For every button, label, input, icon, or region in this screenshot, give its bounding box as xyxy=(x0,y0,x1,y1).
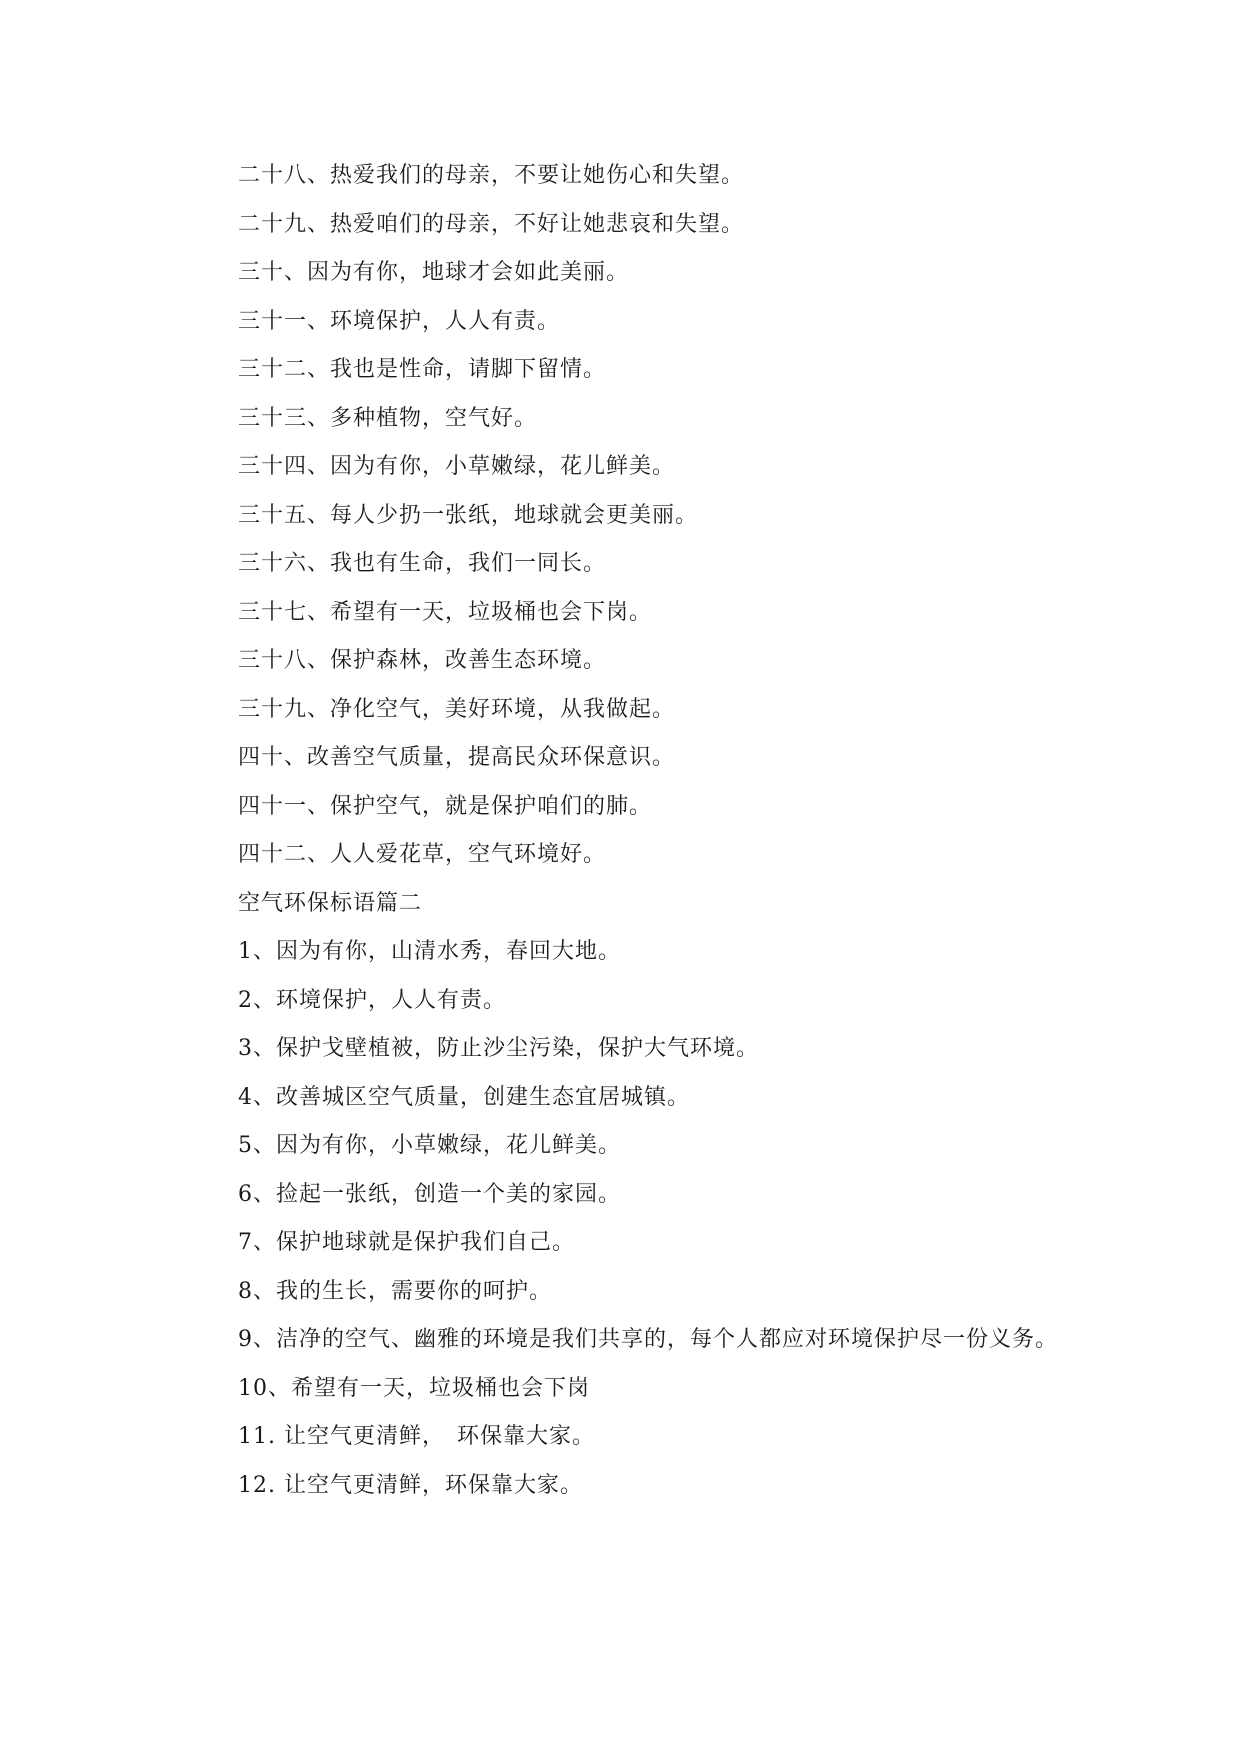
slogan-line: 12. 让空气更清鲜，环保靠大家。 xyxy=(238,1472,583,1498)
slogan-line: 四十二、人人爱花草，空气环境好。 xyxy=(238,842,607,867)
slogan-line: 三十六、我也有生命，我们一同长。 xyxy=(238,551,607,576)
slogan-line: 四十、改善空气质量，提高民众环保意识。 xyxy=(238,745,676,770)
slogan-line: 三十八、保护森林，改善生态环境。 xyxy=(238,648,607,673)
section-heading: 空气环保标语篇二 xyxy=(238,890,423,916)
slogan-line: 2、环境保护，人人有责。 xyxy=(238,987,506,1013)
slogan-line: 6、捡起一张纸，创造一个美的家园。 xyxy=(238,1181,621,1207)
slogan-line: 1、因为有你，山清水秀，春回大地。 xyxy=(238,939,621,964)
slogan-line: 三十七、希望有一天，垃圾桶也会下岗。 xyxy=(238,599,653,625)
slogan-line: 5、因为有你，小草嫩绿，花儿鲜美。 xyxy=(238,1133,621,1158)
document-body xyxy=(190,152,1070,1510)
slogan-line: 10、希望有一天，垃圾桶也会下岗 xyxy=(238,1375,590,1401)
slogan-paragraph: 9、洁净的空气、幽雅的环境是我们共享的，每个人都应对环境保护尽一份义务。 xyxy=(238,1327,1058,1352)
slogan-line: 7、保护地球就是保护我们自己。 xyxy=(238,1230,575,1255)
slogan-line: 三十一、环境保护，人人有责。 xyxy=(238,308,561,334)
slogan-line: 三十、因为有你，地球才会如此美丽。 xyxy=(238,260,630,285)
slogan-line: 4、改善城区空气质量，创建生态宜居城镇。 xyxy=(238,1084,690,1110)
slogan-line: 三十二、我也是性命，请脚下留情。 xyxy=(238,357,607,382)
slogan-line: 8、我的生长，需要你的呵护。 xyxy=(238,1278,552,1304)
slogan-line: 3、保护戈壁植被，防止沙尘污染，保护大气环境。 xyxy=(238,1036,759,1061)
slogan-line: 三十九、净化空气，美好环境，从我做起。 xyxy=(238,696,676,722)
slogan-line: 四十一、保护空气，就是保护咱们的肺。 xyxy=(238,793,653,819)
slogan-line: 11. 让空气更清鲜， 环保靠大家。 xyxy=(238,1424,595,1449)
slogan-line: 二十八、热爱我们的母亲，不要让她伤心和失望。 xyxy=(238,163,745,188)
slogan-line: 三十三、多种植物，空气好。 xyxy=(238,405,538,431)
slogan-line: 三十五、每人少扔一张纸，地球就会更美丽。 xyxy=(238,502,699,528)
slogan-line: 二十九、热爱咱们的母亲，不好让她悲哀和失望。 xyxy=(238,211,745,237)
slogan-line: 三十四、因为有你，小草嫩绿，花儿鲜美。 xyxy=(238,454,676,479)
